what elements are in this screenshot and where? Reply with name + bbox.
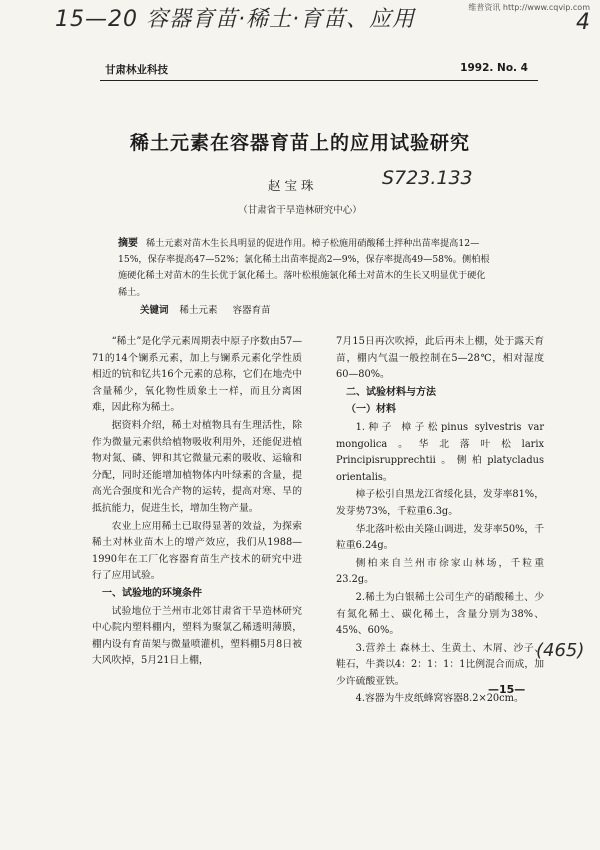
page-number: —15— bbox=[488, 683, 526, 696]
paragraph: “稀土”是化学元素周期表中原子序数由57—71的14个镧系元素，加上与镧系元素化学性质相近的钪和钇共16个元素的总称，它们在地壳中含量稀少，氧化物性质象土一样，而且分离困难，因此称为稀土。 bbox=[92, 336, 302, 414]
abstract-text: 稀土元素对苗木生长具明显的促进作用。樟子松施用硝酸稀土拌种出苗率提高12—15%，保存率提高47—52%；氯化稀土出苗率提高2—9%，保存率提高49—58%。侧柏根施硬化稀土对苗木的生长优于氯化稀土。落叶松根施氯化稀土对苗木的生长又明显优于硬化稀土。 bbox=[118, 238, 490, 298]
handwritten-class-code: S723.133 bbox=[382, 167, 473, 189]
paragraph: 7月15日再次吹掉，此后再未上棚，处于露天育苗，棚内气温一般控制在5—28℃，相对湿度60—80%。 bbox=[336, 336, 544, 381]
keywords-label: 关键词 bbox=[140, 305, 169, 316]
journal-name: 甘肃林业科技 bbox=[105, 64, 168, 76]
paragraph: 1.种子 樟子松pinus sylvestris var mongolica。华北落叶松larix Principisrupprechtii。侧柏platycladus orientalis。 bbox=[336, 421, 544, 483]
section-heading: 一、试验地的环境条件 bbox=[102, 587, 202, 599]
affiliation: （甘肃省干旱造林研究中心） bbox=[238, 205, 362, 216]
keywords bbox=[140, 302, 283, 316]
watermark: 维普资讯 http://www.cqvip.com bbox=[468, 3, 590, 12]
subsection-heading: （一）材料 bbox=[346, 404, 396, 416]
header-rule bbox=[100, 80, 538, 81]
paragraph: 农业上应用稀土已取得显著的效益，为探索稀土对林业苗木上的增产效应，我们从1988—1990年在工厂化容器育苗生产技术的研究中进行了应用试验。 bbox=[92, 520, 302, 582]
paragraph: 据资料介绍，稀土对植物具有生理活性，除作为微量元素供给植物吸收利用外，还能促进植物对氮、磷、钾和其它微量元素的吸收、运输和分配，同时还能增加植物体内叶绿素的含量，提高光合强度和光合产物的运转，提高对寒、旱的抵抗能力，促进生长，增加生物产量。 bbox=[92, 419, 302, 514]
paragraph: 樟子松引自黑龙江省绥化县，发芽率81%，发芽势73%，千粒重6.3g。 bbox=[336, 489, 544, 517]
abstract-label: 摘要 bbox=[118, 238, 138, 249]
handwritten-corner-mark: 4 bbox=[576, 10, 590, 35]
paragraph: 4.容器为牛皮纸蜂窝容器8.2×20cm。 bbox=[355, 693, 524, 705]
author: 赵宝珠 bbox=[268, 178, 318, 193]
paragraph: 3.营养土 森林土、生黄土、木屑、沙子、鞋石，牛粪以4：2：1：1：1比例混合而成，加少许硫酸亚铁。 bbox=[336, 642, 544, 687]
keyword: 稀土元素 bbox=[179, 305, 218, 316]
handwritten-note: 15—20 容器育苗·稀土·育苗、应用 bbox=[55, 7, 415, 32]
section-heading: 二、试验材料与方法 bbox=[346, 386, 436, 398]
paragraph: 侧柏来自兰州市徐家山林场，千粒重23.2g。 bbox=[336, 557, 544, 586]
paragraph: 华北落叶松由关隆山调进，发芽率50%，千粒重6.24g。 bbox=[336, 523, 544, 552]
keyword: 容器育苗 bbox=[232, 305, 271, 316]
abstract bbox=[118, 236, 494, 301]
body-column-left bbox=[92, 334, 302, 671]
paragraph: 2.稀土为白银稀土公司生产的硝酸稀土、少有氮化稀土、碳化稀土，含量分别为38%、45%、60%。 bbox=[336, 591, 544, 637]
handwritten-margin-note: (465) bbox=[536, 640, 585, 661]
journal-issue: 1992. No. 4 bbox=[460, 62, 528, 74]
paragraph: 试验地位于兰州市北郊甘肃省干旱造林研究中心院内塑料棚内，塑料为聚氯乙稀透明薄膜，棚内设有育苗架与微量喷灌机，塑料棚5月8日被大风吹掉，5月21日上棚， bbox=[92, 605, 302, 667]
paper-title: 稀土元素在容器育苗上的应用试验研究 bbox=[129, 132, 470, 154]
body-column-right bbox=[336, 334, 544, 709]
